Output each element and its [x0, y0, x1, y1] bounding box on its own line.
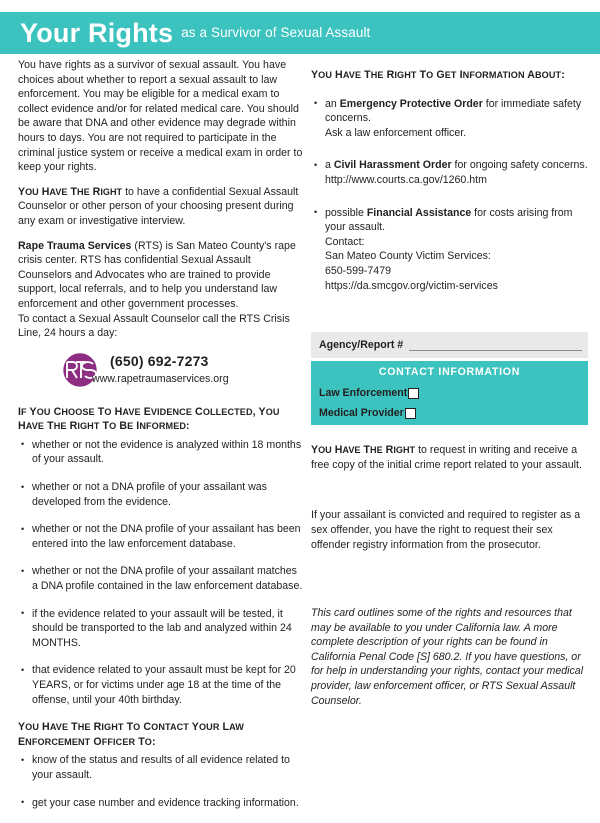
bullet-pre: an	[325, 97, 340, 110]
registry-paragraph: If your assailant is convicted and required to register as a sex offender, you have the right to request their sex offender registry information from the prosecutor.	[311, 509, 581, 551]
pre-agency-spacer	[311, 302, 588, 328]
list-item: • get your case number and evidence tracking information.	[18, 796, 303, 811]
list-item	[311, 97, 588, 141]
counselor-right-rest: to have a confidential Sexual Assault Counselor or other person of your choosing present during any exam or investigative interview.	[18, 185, 299, 227]
left-column	[18, 58, 303, 823]
list-item: • whether or not the DNA profile of your assailant has been entered into the law enforcement database.	[18, 522, 303, 551]
information-bullet-list	[311, 97, 588, 294]
bullet-extra-line[interactable]: https://da.smcgov.org/victim-services	[325, 279, 498, 292]
list-item: • know of the status and results of all evidence related to your assault.	[18, 753, 303, 782]
medical-provider-label: Medical Provider	[319, 407, 404, 420]
intro-paragraph: You have rights as a survivor of sexual assault. You have choices about whether to report a sexual assault to law enforcement. You may be eligible for a medical exam to collect evidence and/or for related medical care. You should be aware that DNA and other evidence may degrade within hours to days. You are not required to participate in the criminal justice system or receive a medical exam in order to keep your rights.	[18, 59, 303, 174]
bullet-post: for immediate safety concerns.	[325, 97, 582, 125]
rts-website-url: www.rapetraumaservices.org	[92, 372, 229, 385]
heading-spacer	[311, 87, 588, 97]
law-enforcement-label: Law Enforcement	[319, 387, 408, 400]
list-item: • whether or not the DNA profile of your assailant matches a DNA profile contained in the law enforcement database.	[18, 564, 303, 593]
mid-right-spacer	[311, 482, 588, 508]
bullet-extra-line: Ask a law enforcement officer.	[325, 126, 467, 139]
agency-report-input-line[interactable]	[409, 339, 582, 351]
law-enforcement-checkbox[interactable]	[408, 388, 419, 399]
crime-report-lead: YOU HAVE THE RIGHT	[311, 444, 416, 457]
list-item: • if the evidence related to your assault will be tested, it should be transported to the lab and analyzed within 24 MONTHS.	[18, 607, 303, 651]
rts-bold-lead: Rape Trauma Services	[18, 239, 132, 252]
officer-contact-heading: YOU HAVE THE RIGHT TO CONTACT YOUR LAW ENFORCEMENT OFFICER TO:	[18, 721, 244, 748]
get-information-heading: YOU HAVE THE RIGHT TO GET INFORMATION ABOUT:	[311, 69, 565, 81]
bullet-bold: Financial Assistance	[366, 206, 472, 219]
list-item: • that evidence related to your assault must be kept for 20 YEARS, or for victims under age 18 at the time of the offense, until your 40th birthday.	[18, 663, 303, 707]
contact-row-medical-provider[interactable]	[319, 407, 416, 419]
bullet-extra-line: San Mateo County Victim Services:	[325, 250, 491, 263]
bullet-pre: possible	[325, 206, 367, 219]
medical-provider-checkbox[interactable]	[405, 408, 416, 419]
officer-bullet-list	[18, 753, 303, 810]
list-item	[311, 158, 588, 187]
bullet-extra-line: 650-599-7479	[325, 264, 391, 277]
page-header-banner	[0, 12, 600, 54]
bullet-bold: Civil Harassment Order	[333, 159, 452, 172]
agency-report-label: Agency/Report #	[319, 339, 404, 352]
evidence-bullet-list	[18, 438, 303, 707]
bullet-extra-line[interactable]: http://www.courts.ca.gov/1260.htm	[325, 173, 487, 186]
post-contact-spacer	[311, 425, 588, 443]
rts-contact-block	[18, 351, 303, 393]
list-item	[311, 206, 588, 294]
rts-rest: (RTS) is San Mateo County's rape crisis center. RTS has confidential Sexual Assault Counselors and Advocates who are trained to provide support, local referrals, and to help you understand law enforcement and other government processes.	[18, 239, 296, 310]
pre-disclaimer-spacer	[311, 562, 588, 588]
contact-row-law-enforcement[interactable]	[319, 387, 419, 399]
bullet-pre: a	[325, 159, 334, 172]
counselor-right-lead: YOU HAVE THE RIGHT	[18, 185, 123, 198]
crime-report-paragraph	[311, 443, 588, 472]
disclaimer-text: This card outlines some of the rights and resources that may be available to you under California law. A more complete description of your rights can be found in California Penal Code [S] 680.2. If you have questions, or for help in understanding your rights, contact your medical provider, law enforcement officer, or RTS Sexual Assault Counselor.	[311, 607, 584, 707]
evidence-collected-heading: IF YOU CHOOSE TO HAVE EVIDENCE COLLECTED, YOU HAVE THE RIGHT TO BE INFORMED:	[18, 405, 280, 433]
bullet-bold: Emergency Protective Order	[339, 97, 483, 110]
bullet-extra-line: Contact:	[325, 235, 365, 248]
bullet-post: for ongoing safety concerns.	[451, 159, 588, 172]
contact-information-box	[311, 361, 588, 425]
agency-report-field[interactable]	[311, 332, 588, 358]
page-subtitle: as a Survivor of Sexual Assault	[181, 24, 371, 40]
right-column-top-spacer	[311, 58, 588, 68]
list-item: • whether or not a DNA profile of your assailant was developed from the evidence.	[18, 480, 303, 509]
rts-contact-line: To contact a Sexual Assault Counselor call the RTS Crisis Line, 24 hours a day:	[18, 312, 290, 340]
pre-disclaimer-spacer-2	[311, 588, 588, 606]
page-title: Your Rights	[20, 17, 174, 48]
rts-paragraph	[18, 239, 303, 312]
crime-report-rest: to request in writing and receive a free copy of the initial crime report related to your assault.	[311, 444, 582, 471]
bullet-post: for costs arising from your assault.	[325, 206, 573, 234]
right-column	[311, 58, 588, 708]
rts-phone-number: (650) 692-7273	[110, 352, 209, 369]
counselor-right-paragraph	[18, 185, 303, 229]
list-item: • whether or not the evidence is analyzed within 18 months of your assault.	[18, 438, 303, 467]
contact-information-title: CONTACT INFORMATION	[378, 366, 521, 379]
